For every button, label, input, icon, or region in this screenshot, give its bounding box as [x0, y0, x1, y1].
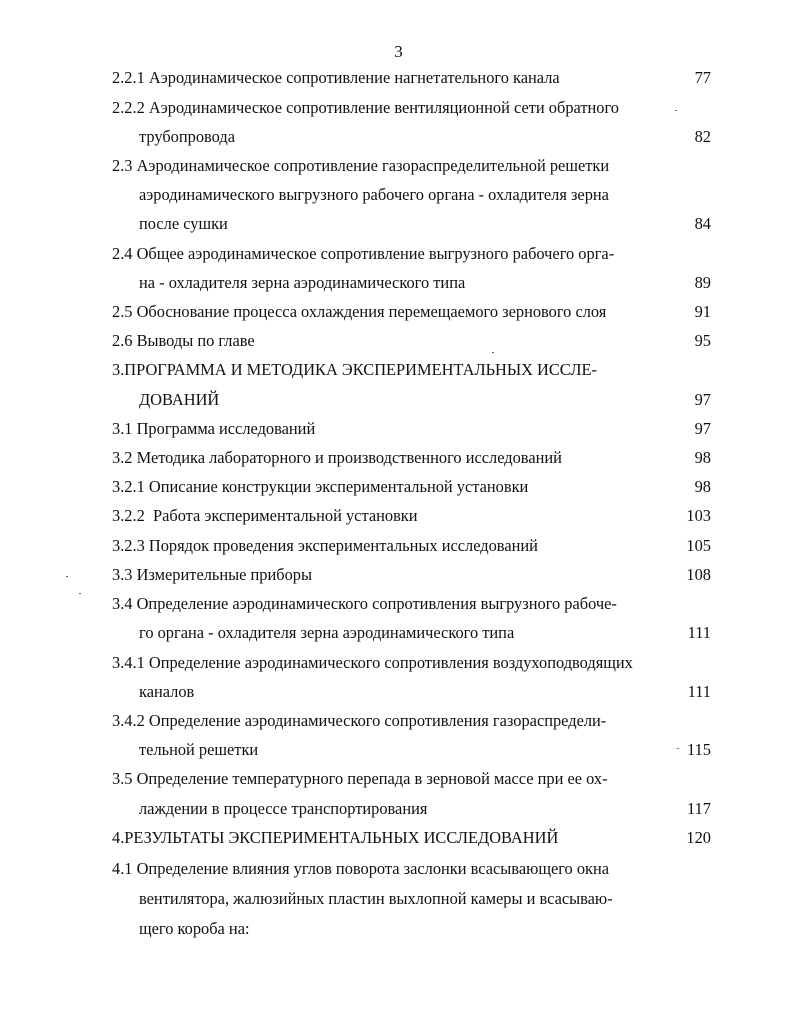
toc-entry-text: 3.2 Методика лабораторного и производственного исследований — [112, 448, 562, 467]
toc-entry-text: 3.4.1 Определение аэродинамического сопротивления воздухоподводящих — [112, 653, 633, 672]
toc-entry-text: 4.РЕЗУЛЬТАТЫ ЭКСПЕРИМЕНТАЛЬНЫХ ИССЛЕДОВАНИЙ — [112, 828, 559, 847]
toc-entry-text: 3.5 Определение температурного перепада в зерновой массе при ее ох- — [112, 769, 608, 788]
toc-page-number: 95 — [694, 331, 711, 350]
toc-line — [0, 388, 797, 412]
toc-page-number: 111 — [687, 623, 711, 642]
toc-entry-text: после сушки — [139, 214, 228, 233]
toc-page-number: 111 — [687, 682, 711, 701]
toc-entry-text: 2.5 Обоснование процесса охлаждения перемещаемого зернового слоя — [112, 302, 607, 321]
toc-entry-text: 2.2.2 Аэродинамическое сопротивление вентиляционной сети обратного — [112, 98, 620, 117]
scan-speck — [79, 593, 81, 594]
toc-line — [0, 651, 797, 675]
toc-entry-text: вентилятора, жалюзийных пластин выхлопной камеры и всасываю- — [139, 889, 613, 908]
toc-page-number: 103 — [686, 506, 711, 525]
toc-entry-text: щего короба на: — [139, 919, 250, 938]
toc-line — [0, 917, 797, 941]
toc-line — [0, 183, 797, 207]
toc-entry-text: каналов — [139, 682, 195, 701]
toc-entry-text: го органа - охладителя зерна аэродинамического типа — [139, 623, 515, 642]
toc-line — [0, 96, 797, 120]
scan-speck — [492, 352, 494, 353]
toc-entry-text: тельной решетки — [139, 740, 259, 759]
toc-page-number: 98 — [694, 448, 711, 467]
toc-line — [0, 358, 797, 382]
toc-line — [0, 680, 797, 704]
toc-entry-text: 2.2.1 Аэродинамическое сопротивление нагнетательного канала — [112, 68, 560, 87]
toc-entry-text: 2.4 Общее аэродинамическое сопротивление выгрузного рабочего орга- — [112, 244, 615, 263]
toc-line — [0, 417, 797, 441]
toc-page-number: 98 — [694, 477, 711, 496]
toc-page-number: 97 — [694, 390, 711, 409]
toc-line — [0, 826, 797, 850]
toc-line — [0, 66, 797, 90]
toc-page-number: 115 — [687, 740, 711, 759]
scan-speck — [675, 110, 677, 111]
page-number: 3 — [394, 42, 403, 61]
scan-speck — [66, 576, 68, 577]
toc-entry-text: ДОВАНИЙ — [139, 390, 220, 409]
toc-line — [0, 534, 797, 558]
toc-line — [0, 242, 797, 266]
toc-entry-text: 4.1 Определение влияния углов поворота заслонки всасывающего окна — [112, 859, 610, 878]
toc-line — [0, 125, 797, 149]
toc-line — [0, 475, 797, 499]
toc-line — [0, 154, 797, 178]
toc-entry-text: 3.4 Определение аэродинамического сопротивления выгрузного рабоче- — [112, 594, 617, 613]
toc-page-number: 97 — [694, 419, 711, 438]
toc-entry-text: 3.4.2 Определение аэродинамического сопротивления газораспредели- — [112, 711, 607, 730]
toc-page-number: 82 — [694, 127, 711, 146]
toc-entry-text: 3.1 Программа исследований — [112, 419, 316, 438]
scan-speck — [677, 748, 679, 749]
toc-line — [0, 887, 797, 911]
toc-line — [0, 797, 797, 821]
toc-entry-text: 2.6 Выводы по главе — [112, 331, 255, 350]
toc-page-number: 89 — [694, 273, 711, 292]
toc-page-number: 120 — [686, 828, 711, 847]
toc-page-number: 108 — [686, 565, 711, 584]
toc-line — [0, 709, 797, 733]
toc-line — [0, 563, 797, 587]
toc-entry-text: 3.2.3 Порядок проведения экспериментальных исследований — [112, 536, 538, 555]
toc-entry-text: 3.2.1 Описание конструкции экспериментальной установки — [112, 477, 529, 496]
toc-line — [0, 504, 797, 528]
toc-entry-text: 3.ПРОГРАММА И МЕТОДИКА ЭКСПЕРИМЕНТАЛЬНЫХ ИССЛЕ- — [112, 360, 597, 379]
toc-line — [0, 621, 797, 645]
toc-line — [0, 212, 797, 236]
toc-line — [0, 738, 797, 762]
toc-line — [0, 592, 797, 616]
toc-entry-text: трубопровода — [139, 127, 235, 146]
toc-line — [0, 446, 797, 470]
toc-page-number: 91 — [694, 302, 711, 321]
toc-page-number: 84 — [694, 214, 711, 233]
toc-line — [0, 271, 797, 295]
toc-entry-text: лаждении в процессе транспортирования — [139, 799, 428, 818]
toc-line — [0, 329, 797, 353]
toc-line — [0, 300, 797, 324]
toc-line — [0, 857, 797, 881]
toc-entry-text: 2.3 Аэродинамическое сопротивление газораспределительной решетки — [112, 156, 610, 175]
toc-page-number: 105 — [686, 536, 711, 555]
toc-entry-text: 3.3 Измерительные приборы — [112, 565, 313, 584]
toc-entry-text: 3.2.2 Работа экспериментальной установки — [112, 506, 418, 525]
toc-page-number: 77 — [694, 68, 711, 87]
toc-page-number: 117 — [687, 799, 711, 818]
toc-entry-text: на - охладителя зерна аэродинамического типа — [139, 273, 466, 292]
toc-line — [0, 767, 797, 791]
toc-entry-text: аэродинамического выгрузного рабочего органа - охладителя зерна — [139, 185, 609, 204]
